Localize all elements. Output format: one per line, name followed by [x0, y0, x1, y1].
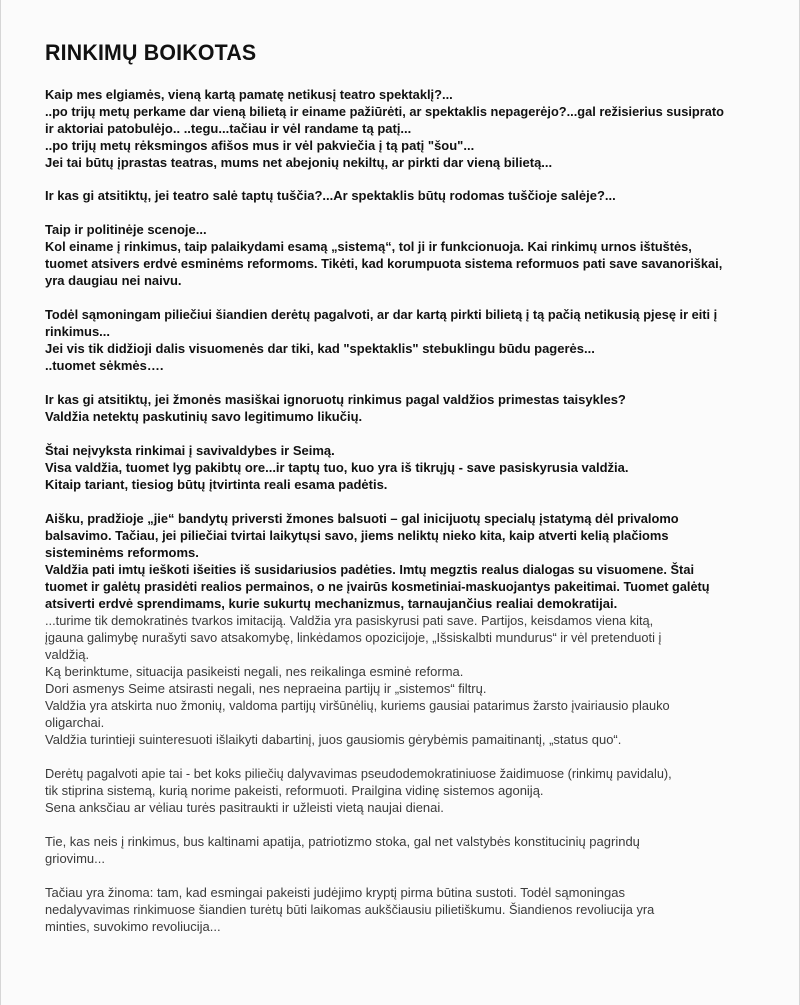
text-line: ..po trijų metų perkame dar vieną bilietą ir einame pažiūrėti, ar spektaklis nepagerėjo?...gal režisierius susiprato [45, 104, 724, 119]
text-line: Kol einame į rinkimus, taip palaikydami esamą „sistemą“, tol ji ir funkcionuoja. Kai rinkimų urnos ištuštės, [45, 239, 692, 254]
text-line: Ką berinktume, situacija pasikeisti negali, nes reikalinga esminė reforma. [45, 664, 464, 679]
text-line: nedalyvavimas rinkimuose šiandien turėtų būti laikomas aukščiausiu pilietiškumu. Šiandienos revoliucija yra [45, 902, 655, 917]
text-line: Aišku, pradžioje „jie“ bandytų priversti žmones balsuoti – gal inicijuotų specialų įstatymą dėl privalomo [45, 511, 679, 526]
text-line: yra daugiau nei naivu. [45, 273, 182, 288]
text-line: Kaip mes elgiamės, vieną kartą pamatę netikusį teatro spektaklį?... [45, 87, 453, 102]
text-line: tuomet atsivers erdvė esminėms reformoms. Tikėti, kad korumpuota sistema reformuos pati save savanoriškai, [45, 256, 723, 271]
text-line: Kitaip tariant, tiesiog būtų įtvirtinta reali esama padėtis. [45, 477, 388, 492]
text-line: Dori asmenys Seime atsirasti negali, nes nepraeina partijų ir „sistemos“ filtrų. [45, 681, 487, 696]
text-line: atsiverti erdvė sprendimams, kurie sukurtų mechanizmus, tarnaujančius realiai demokratijai. [45, 596, 618, 611]
text-line: rinkimus... [45, 324, 111, 339]
text-line: minties, suvokimo revoliucija... [45, 919, 221, 934]
text-line: Tačiau yra žinoma: tam, kad esmingai pakeisti judėjimo kryptį pirma būtina sustoti. Todėl sąmoningas [45, 885, 625, 900]
text-line: Ir kas gi atsitiktų, jei žmonės masiškai ignoruotų rinkimus pagal valdžios primestas taisykles? [45, 392, 626, 407]
text-line: Valdžia pati imtų ieškoti išeities iš susidariusios padėties. Imtų megztis realus dialogas su visuomene. Štai [45, 562, 695, 577]
text-line: Jei tai būtų įprastas teatras, mums net abejonių nekiltų, ar pirkti dar vieną bilietą... [45, 155, 553, 170]
text-line: sisteminėms reformoms. [45, 545, 199, 560]
text-line: Valdžia netektų paskutinių savo legitimumo likučių. [45, 409, 363, 424]
text-line: Valdžia turintieji suinteresuoti išlaikyti dabartinį, juos gausiomis gėrybėmis pamaitinantį, „status quo“. [45, 732, 622, 747]
text-line: tik stiprina sistemą, kurią norime pakeisti, reformuoti. Prailgina vidinę sistemos agoniją. [45, 783, 544, 798]
text-line: Visa valdžia, tuomet lyg pakibtų ore...ir taptų tuo, kuo yra iš tikrųjų - save pasiskyrusia valdžia. [45, 460, 629, 475]
text-line: ...turime tik demokratinės tvarkos imitaciją. Valdžia yra pasiskyrusi pati save. Partijos, keisdamos viena kitą, [45, 613, 654, 628]
text-line: ir aktoriai patobulėjo.. ..tegu...tačiau ir vėl randame tą patį... [45, 121, 412, 136]
text-line: griovimu... [45, 851, 105, 866]
text-line: balsavimo. Tačiau, jei piliečiai tvirtai laikytųsi savo, jiems neliktų nieko kita, kaip atverti kelią plačioms [45, 528, 669, 543]
text-line: valdžią. [45, 647, 90, 662]
document-title: RINKIMŲ BOIKOTAS [45, 40, 257, 65]
text-line: Sena anksčiau ar vėliau turės pasitraukti ir užleisti vietą naujai dienai. [45, 800, 444, 815]
text-line: oligarchai. [45, 715, 105, 730]
text-line: Valdžia yra atskirta nuo žmonių, valdoma partijų viršūnėlių, kuriems gausiai patarimus žarsto įvairiausio plauko [45, 698, 670, 713]
text-line: ..po trijų metų rėksmingos afišos mus ir vėl pakviečia į tą patį "šou"... [45, 138, 475, 153]
text-line: Ir kas gi atsitiktų, jei teatro salė taptų tuščia?...Ar spektaklis būtų rodomas tuščioje salėje?... [45, 188, 616, 203]
text-line: Tie, kas neis į rinkimus, bus kaltinami apatija, patriotizmo stoka, gal net valstybės konstitucinių pagrindų [45, 834, 640, 849]
text-line: įgauna galimybę nurašyti savo atsakomybę, linkėdamos opozicijoje, „Išsiskalbti mundurus“ ir vėl pretenduoti į [45, 630, 662, 645]
text-line: Taip ir politinėje scenoje... [45, 222, 207, 237]
text-line: tuomet ir galėtų prasidėti realios permainos, o ne įvairūs kosmetiniai-maskuojantys pakeitimai. Tuomet galėtų [45, 579, 710, 594]
text-line: Štai neįvyksta rinkimai į savivaldybes ir Seimą. [45, 443, 335, 458]
text-line: Jei vis tik didžioji dalis visuomenės dar tiki, kad "spektaklis" stebuklingu būdu pagerės... [45, 341, 595, 356]
text-line: Derėtų pagalvoti apie tai - bet koks piliečių dalyvavimas pseudodemokratiniuose žaidimuose (rinkimų pavidalu), [45, 766, 672, 781]
text-line: ..tuomet sėkmės…. [45, 358, 164, 373]
text-line: Todėl sąmoningam piliečiui šiandien derėtų pagalvoti, ar dar kartą pirkti bilietą į tą pačią netikusią pjesę ir eiti į [45, 307, 718, 322]
